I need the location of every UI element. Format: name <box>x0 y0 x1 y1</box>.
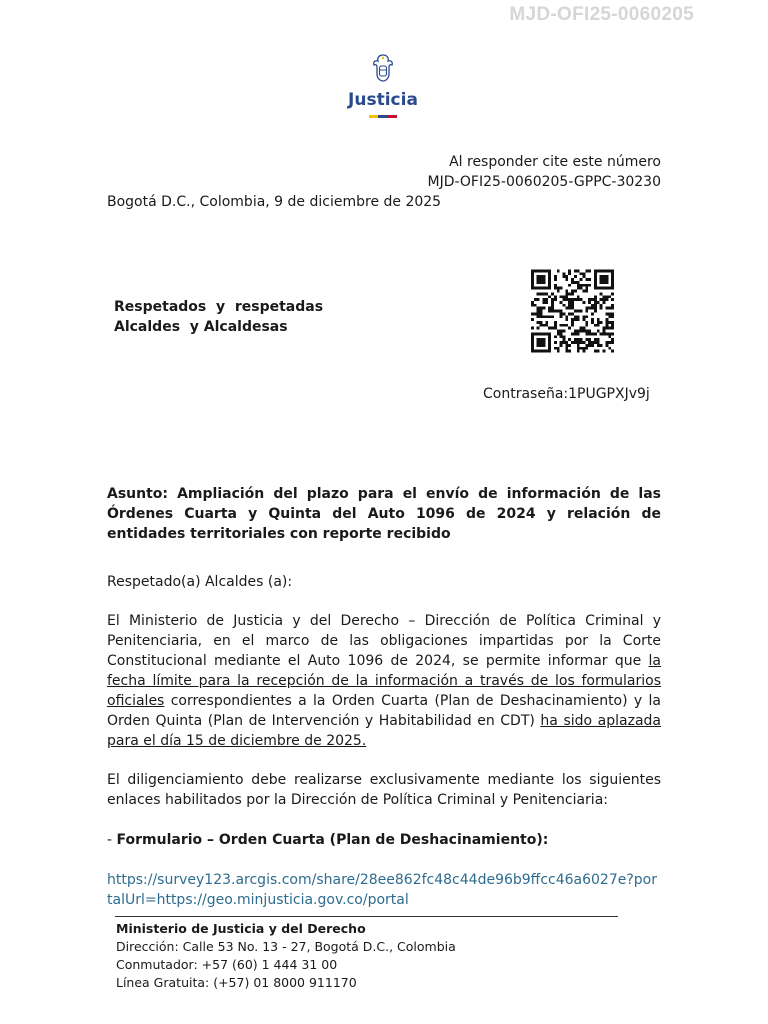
body1-text-2: correspondientes a la Orden Cuarta (Plan de Deshacinamiento) y la Orden Quinta (Plan de Intervención y Habitabilidad en CDT) <box>107 693 661 729</box>
flag-stripe <box>369 115 397 118</box>
new-deadline: ha sido aplazada para el día 15 de diciembre de 2025. <box>107 713 661 749</box>
qr-code <box>531 268 614 354</box>
cite-label: Al responder cite este número <box>449 154 661 170</box>
ministry-logo <box>340 52 426 118</box>
subject-label: Asunto: <box>107 486 169 502</box>
subject-text: Ampliación del plazo para el envío de información de las Órdenes Cuarta y Quinta del Auto 1096 de 2024 y relación de entidades territoriales con reporte recibido <box>107 486 662 542</box>
document-password: Contraseña:1PUGPXJv9j <box>483 386 650 402</box>
form-link[interactable]: https://survey123.arcgis.com/share/28ee862fc48c44de96b9ffcc46a6027e?portalUrl=https://geo.minjusticia.gov.co/portal <box>107 872 657 908</box>
salutation: Respetado(a) Alcaldes (a): <box>107 574 293 590</box>
cite-number: MJD-OFI25-0060205-GPPC-30230 <box>427 174 661 190</box>
footer <box>116 920 456 992</box>
recipients-line1: Respetados y respetadas <box>114 299 324 315</box>
form-heading <box>107 830 548 850</box>
footer-divider <box>115 916 618 917</box>
coat-of-arms-icon <box>367 52 399 84</box>
footer-switchboard: Conmutador: +57 (60) 1 444 31 00 <box>116 957 338 972</box>
footer-toll-free: Línea Gratuita: (+57) 01 8000 911170 <box>116 975 357 990</box>
logo-wordmark: Justicia <box>348 90 418 110</box>
form-dash: - <box>107 832 113 848</box>
form-title: Formulario – Orden Cuarta (Plan de Deshacinamiento): <box>116 832 549 848</box>
document-watermark: MJD-OFI25-0060205 <box>509 4 694 25</box>
subject <box>107 484 661 544</box>
cite-block <box>427 152 661 192</box>
body-paragraph-2: El diligenciamiento debe realizarse exclusivamente mediante los siguientes enlaces habilitados por la Dirección de Política Criminal y Penitenciaria: <box>107 772 661 808</box>
footer-org: Ministerio de Justicia y del Derecho <box>116 921 366 936</box>
body-paragraph-1 <box>107 611 661 751</box>
footer-address: Dirección: Calle 53 No. 13 - 27, Bogotá D.C., Colombia <box>116 939 456 954</box>
recipients-line2: Alcaldes y Alcaldesas <box>114 319 288 335</box>
place-date: Bogotá D.C., Colombia, 9 de diciembre de 2025 <box>107 194 442 210</box>
deadline-phrase: la fecha límite para la recepción de la información a través de los formularios oficiales <box>107 653 661 709</box>
body1-text: El Ministerio de Justicia y del Derecho – Dirección de Política Criminal y Penitenciaria, en el marco de las obligaciones impartidas por la Corte Constitucional mediante el Auto 1096 de 2024, se permite informar que <box>107 613 661 669</box>
recipients <box>114 297 323 337</box>
